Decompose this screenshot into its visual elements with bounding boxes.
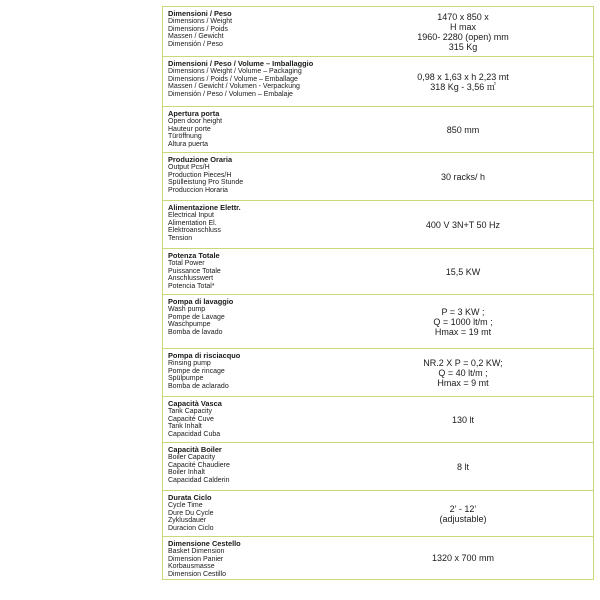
- spec-value-line: 1320 x 700 mm: [431, 553, 495, 563]
- spec-value-line: 1470 x 850 x: [437, 11, 489, 22]
- spec-value-line: 0,98 x 1,63 x h 2,23 mt: [417, 71, 509, 82]
- spec-labels: [163, 295, 333, 348]
- spec-value-line: 1960- 2280 (open) mm: [417, 31, 509, 42]
- spec-translation: Wash pump: [168, 306, 206, 314]
- spec-translation: Capacité Chaudiere: [168, 461, 230, 469]
- spec-value: [333, 153, 593, 200]
- spec-title: Alimentazione Elettr.: [168, 203, 241, 212]
- spec-translation: Altura puerta: [168, 140, 209, 148]
- spec-row: [162, 442, 594, 490]
- spec-labels: [163, 249, 333, 294]
- spec-translation: Open door height: [168, 118, 223, 126]
- spec-translation: Tension: [168, 234, 193, 242]
- spec-value-line: P = 3 KW ;: [441, 306, 485, 317]
- spec-labels: [163, 443, 333, 490]
- spec-value-line: 850 mm: [446, 124, 480, 135]
- spec-value: [333, 397, 593, 442]
- spec-translation: Puissance Totale: [168, 267, 221, 275]
- spec-translation: Spülleistung Pro Stunde: [168, 179, 244, 187]
- spec-row: [162, 248, 594, 294]
- spec-row: [162, 396, 594, 442]
- spec-title: Produzione Oraria: [168, 155, 233, 164]
- spec-translation: Dimensions / Weight / Volume – Packaging: [168, 68, 302, 76]
- spec-translation: Spülpumpe: [168, 375, 204, 383]
- spec-labels: [163, 7, 333, 56]
- spec-row: [162, 200, 594, 248]
- spec-value: [333, 537, 593, 579]
- spec-title: Pompa di risciacquo: [168, 351, 241, 360]
- spec-labels: [163, 397, 333, 442]
- spec-translation: Elektroanschluss: [168, 227, 221, 235]
- spec-row: [162, 56, 594, 106]
- spec-title: Potenza Totale: [168, 251, 220, 260]
- spec-row: [162, 152, 594, 200]
- spec-row: [162, 536, 594, 580]
- spec-value-line: Hmax = 9 mt: [437, 377, 489, 388]
- spec-translation: Türöffnung: [168, 133, 202, 141]
- spec-translation: Anschlusswert: [168, 275, 214, 283]
- spec-translation: Zyklusdauer: [168, 517, 207, 525]
- spec-translation: Massen / Gewicht / Volumen - Verpackung: [168, 83, 300, 91]
- spec-value-line: Hmax = 19 mt: [434, 326, 492, 337]
- spec-translation: Duracion Ciclo: [168, 524, 214, 532]
- spec-labels: [163, 201, 333, 248]
- spec-translation: Rinsing pump: [168, 360, 211, 368]
- spec-translation: Potencia Total*: [168, 282, 215, 290]
- spec-translation: Tank Inhalt: [168, 423, 202, 431]
- spec-translation: Dimension Panier: [168, 555, 224, 563]
- spec-labels: [163, 57, 333, 106]
- spec-value-line: H max: [449, 21, 476, 32]
- spec-value-line: Q = 40 lt/m ;: [438, 367, 488, 378]
- spec-title: Durata Ciclo: [168, 493, 212, 502]
- spec-translation: Cycle Time: [168, 502, 203, 510]
- spec-value-line: 400 V 3N+T 50 Hz: [425, 219, 501, 230]
- spec-value-line: (adjustable): [439, 513, 487, 524]
- spec-translation: Electrical Input: [168, 212, 214, 220]
- spec-row: [162, 348, 594, 396]
- spec-value: [333, 107, 593, 152]
- spec-translation: Dimensions / Poids / Volume – Emballage: [168, 75, 298, 83]
- spec-translation: Korbausmasse: [168, 563, 215, 571]
- spec-value: [333, 57, 593, 106]
- spec-translation: Capacidad Calderin: [168, 476, 230, 484]
- spec-translation: Dimensión / Peso: [168, 40, 223, 48]
- spec-labels: [163, 153, 333, 200]
- spec-translation: Dure Du Cycle: [168, 509, 214, 517]
- spec-value-line: NR.2 X P = 0,2 KW;: [423, 357, 503, 368]
- spec-value: [333, 249, 593, 294]
- spec-translation: Total Power: [168, 260, 205, 268]
- spec-title: Dimensione Cestello: [168, 539, 241, 548]
- spec-labels: [163, 491, 333, 536]
- spec-value-line: 15,5 KW: [445, 266, 481, 277]
- spec-value: [333, 443, 593, 490]
- spec-translation: Boiler Inhalt: [168, 469, 205, 477]
- spec-title: Pompa di lavaggio: [168, 297, 234, 306]
- spec-translation: Bomba de aclarado: [168, 382, 229, 390]
- spec-translation: Dimensión / Peso / Volumen – Embalaje: [168, 90, 293, 98]
- spec-translation: Pompe de rincage: [168, 367, 225, 375]
- spec-value: [333, 349, 593, 396]
- spec-value: [333, 201, 593, 248]
- spec-translation: Produccion Horaria: [168, 186, 228, 194]
- spec-value-line: 2’ - 12’: [449, 503, 477, 514]
- spec-translation: Waschpumpe: [168, 321, 211, 329]
- spec-value-line: 318 Kg - 3,56 ㎥: [430, 81, 496, 92]
- spec-labels: [163, 537, 333, 579]
- spec-title: Capacità Vasca: [168, 399, 222, 408]
- spec-value-line: 30 racks/ h: [440, 171, 486, 182]
- spec-value-line: 315 Kg: [448, 41, 478, 52]
- spec-translation: Hauteur porte: [168, 125, 211, 133]
- spec-title: Dimensioni / Peso: [168, 9, 232, 18]
- spec-translation: Capacité Cuve: [168, 415, 214, 423]
- spec-translation: Output Pcs/H: [168, 164, 210, 172]
- spec-translation: Bomba de lavado: [168, 328, 223, 336]
- spec-row: [162, 106, 594, 152]
- spec-translation: Boiler Capacity: [168, 454, 216, 462]
- spec-labels: [163, 107, 333, 152]
- spec-translation: Dimensions / Poids: [168, 25, 228, 33]
- spec-row: [162, 6, 594, 56]
- spec-translation: Basket Dimension: [168, 548, 225, 556]
- spec-title: Dimensioni / Peso / Volume – Imballaggio: [168, 59, 314, 68]
- spec-row: [162, 294, 594, 348]
- spec-translation: Dimensions / Weight: [168, 18, 233, 26]
- spec-title: Apertura porta: [168, 109, 220, 118]
- spec-translation: Dimension Cestillo: [168, 570, 226, 578]
- spec-labels: [163, 349, 333, 396]
- spec-translation: Production Pieces/H: [168, 171, 232, 179]
- spec-value-line: Q = 1000 lt/m ;: [433, 316, 493, 327]
- spec-value-line: 130 lt: [451, 414, 475, 425]
- spec-translation: Pompe de Lavage: [168, 313, 225, 321]
- spec-translation: Capacidad Cuba: [168, 430, 221, 438]
- spec-translation: Massen / Gewicht: [168, 33, 224, 41]
- spec-value: [333, 491, 593, 536]
- spec-row: [162, 490, 594, 536]
- spec-translation: Alimentation El.: [168, 219, 217, 227]
- spec-translation: Tank Capacity: [168, 408, 212, 416]
- spec-value-line: 8 lt: [456, 461, 469, 472]
- spec-value: [333, 295, 593, 348]
- spec-table: [162, 6, 594, 580]
- spec-value: [333, 7, 593, 56]
- spec-title: Capacità Boiler: [168, 445, 222, 454]
